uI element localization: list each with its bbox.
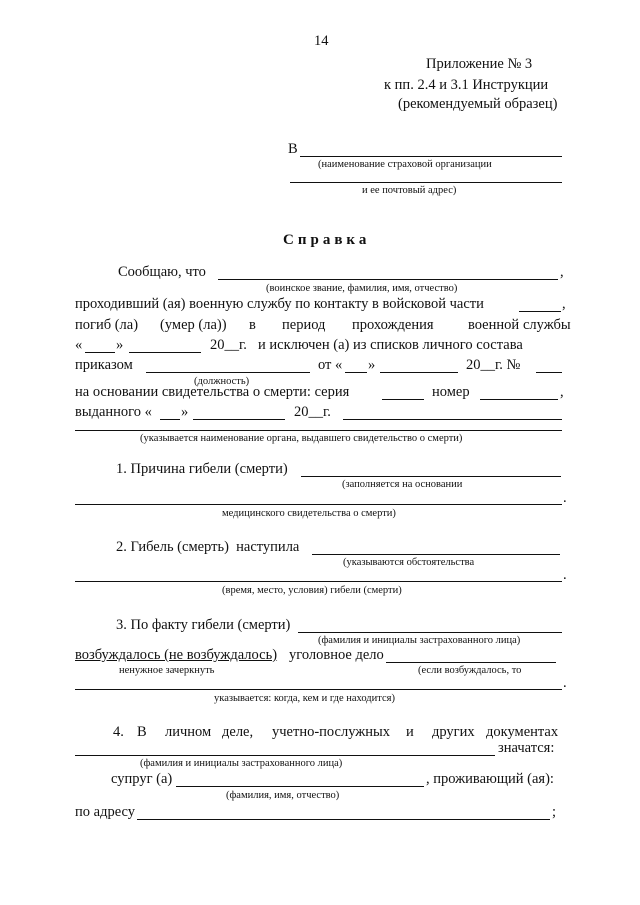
order-day-blank[interactable] xyxy=(345,372,367,373)
spouse-name-blank[interactable] xyxy=(176,786,424,787)
residing-label: , проживающий (ая): xyxy=(426,771,554,787)
died-word: в xyxy=(249,317,256,333)
order-from-close: » xyxy=(368,357,376,373)
order-from-open: от « xyxy=(318,357,343,373)
org-name-blank[interactable] xyxy=(300,156,562,157)
appendix-reference: к пп. 2.4 и 3.1 Инструкции xyxy=(384,77,549,93)
unit-number-blank[interactable] xyxy=(519,311,561,312)
time-place-caption: (время, место, условия) гибели (смерти) xyxy=(222,585,402,596)
criminal-case-label: 3. По факту гибели (смерти) xyxy=(116,617,291,633)
org-address-caption: и ее почтовый адрес) xyxy=(362,185,457,196)
address-label: по адресу xyxy=(75,804,135,820)
documents-word: документах xyxy=(486,724,559,740)
issued-label: выданного « xyxy=(75,404,152,420)
order-label: приказом xyxy=(75,357,133,373)
date-open-quote: « xyxy=(75,337,83,353)
if-initiated-caption: (если возбуждалось, то xyxy=(418,665,522,676)
served-text: проходивший (ая) военную службу по контакту в войсковой части xyxy=(75,296,484,312)
order-year-number: 20__г. № xyxy=(466,357,521,373)
addressee-prefix: В xyxy=(288,141,298,157)
series-blank[interactable] xyxy=(382,399,424,400)
order-position-blank[interactable] xyxy=(146,372,310,373)
issued-close-quote: » xyxy=(181,404,189,420)
spouse-name-caption: (фамилия, имя, отчество) xyxy=(226,790,340,801)
documents-word: 4. xyxy=(113,724,124,740)
org-name-caption: (наименование страховой организации xyxy=(318,159,492,170)
circumstances-end-dot: . xyxy=(563,567,567,583)
documents-word: личном xyxy=(165,724,212,740)
case-details-blank[interactable] xyxy=(75,689,562,690)
order-number-blank[interactable] xyxy=(536,372,562,373)
died-word: погиб (ла) xyxy=(75,317,139,333)
cause-end-dot: . xyxy=(563,490,567,506)
died-word: (умер (ла)) xyxy=(160,317,227,333)
documents-word: и xyxy=(406,724,414,740)
circumstances-continuation-blank[interactable] xyxy=(75,581,562,582)
issuing-organ-caption: (указывается наименование органа, выдавшего свидетельство о смерти) xyxy=(140,433,463,444)
criminal-case-blank[interactable] xyxy=(386,662,556,663)
comma: , xyxy=(560,264,564,280)
excluded-text: и исключен (а) из списков личного состава xyxy=(258,337,523,353)
death-occurred-label: 2. Гибель (смерть) наступила xyxy=(116,539,300,555)
reports-that-label: Сообщаю, что xyxy=(118,264,206,280)
position-caption: (должность) xyxy=(194,376,250,387)
cause-of-death-label: 1. Причина гибели (смерти) xyxy=(116,461,288,477)
strike-through-caption: ненужное зачеркнуть xyxy=(119,665,215,676)
issued-year: 20__г. xyxy=(294,404,331,420)
case-details-caption: указывается: когда, кем и где находится) xyxy=(214,693,395,704)
documents-word: учетно-послужных xyxy=(272,724,391,740)
issuing-organ-blank[interactable] xyxy=(75,430,562,431)
certificate-number-blank[interactable] xyxy=(480,399,558,400)
documents-word: В xyxy=(137,724,147,740)
died-word: период xyxy=(282,317,326,333)
issued-day-blank[interactable] xyxy=(160,419,180,420)
insured-initials-caption: (фамилия и инициалы застрахованного лица) xyxy=(140,758,343,769)
rank-name-blank[interactable] xyxy=(218,279,558,280)
number-label: номер xyxy=(432,384,470,400)
month-blank[interactable] xyxy=(129,352,201,353)
cause-of-death-blank[interactable] xyxy=(301,476,561,477)
died-word: военной xyxy=(468,317,520,333)
served-comma: , xyxy=(562,296,566,312)
address-blank[interactable] xyxy=(137,819,550,820)
issued-by-blank[interactable] xyxy=(343,419,562,420)
insured-initials-blank[interactable] xyxy=(75,755,495,756)
case-details-dot: . xyxy=(563,675,567,691)
circumstances-caption: (указываются обстоятельства xyxy=(343,557,475,568)
certificate-text: на основании свидетельства о смерти: серия xyxy=(75,384,350,400)
death-circumstances-blank[interactable] xyxy=(312,554,560,555)
rank-name-caption: (воинское звание, фамилия, имя, отчество) xyxy=(266,283,458,294)
documents-word: деле, xyxy=(222,724,254,740)
criminal-case-text: уголовное дело xyxy=(289,647,384,663)
day-blank[interactable] xyxy=(85,352,115,353)
initiated-options: возбуждалось (не возбуждалось) xyxy=(75,647,278,663)
medical-certificate-caption: медицинского свидетельства о смерти) xyxy=(222,508,396,519)
appendix-title: Приложение № 3 xyxy=(426,56,533,72)
issued-month-blank[interactable] xyxy=(193,419,285,420)
org-address-blank[interactable] xyxy=(290,182,562,183)
address-semicolon: ; xyxy=(552,804,557,820)
insured-person-blank[interactable] xyxy=(298,632,562,633)
documents-word: других xyxy=(432,724,475,740)
spouse-label: супруг (а) xyxy=(111,771,173,787)
page-number: 14 xyxy=(314,33,329,49)
cause-caption: (заполняется на основании xyxy=(342,479,463,490)
order-month-blank[interactable] xyxy=(380,372,458,373)
died-word: прохождения xyxy=(352,317,434,333)
year-label: 20__г. xyxy=(210,337,247,353)
died-word: службы xyxy=(523,317,571,333)
listed-label: значатся: xyxy=(498,740,555,756)
cause-continuation-blank[interactable] xyxy=(75,504,562,505)
insured-person-caption: (фамилия и инициалы застрахованного лица) xyxy=(318,635,521,646)
certificate-comma: , xyxy=(560,384,564,400)
date-close-quote: » xyxy=(116,337,124,353)
document-title: Справка xyxy=(283,232,371,248)
appendix-sample-note: (рекомендуемый образец) xyxy=(398,96,558,112)
